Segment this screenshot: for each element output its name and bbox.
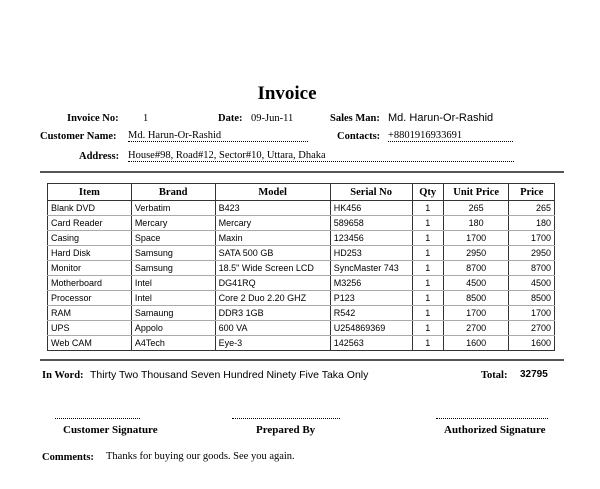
cell-model: 18.5" Wide Screen LCD [215, 261, 330, 276]
cell-item: Casing [48, 231, 132, 246]
contacts-value: +8801916933691 [388, 130, 513, 142]
cell-qty: 1 [412, 306, 443, 321]
cell-model: DG41RQ [215, 276, 330, 291]
cell-price: 8700 [509, 261, 555, 276]
column-header-qty: Qty [412, 184, 443, 201]
sales-man-value: Md. Harun-Or-Rashid [388, 112, 494, 124]
table-row [48, 321, 555, 336]
cell-model: Eye-3 [215, 336, 330, 351]
cell-unit-price: 8500 [443, 291, 509, 306]
cell-serial-no: 142563 [330, 336, 412, 351]
cell-qty: 1 [412, 216, 443, 231]
invoice-no-label: Invoice No: [67, 113, 119, 124]
cell-brand: Intel [131, 291, 215, 306]
comments-label: Comments: [42, 452, 94, 463]
cell-unit-price: 1700 [443, 231, 509, 246]
cell-qty: 1 [412, 231, 443, 246]
cell-unit-price: 1700 [443, 306, 509, 321]
cell-item: Hard Disk [48, 246, 132, 261]
cell-serial-no: HD253 [330, 246, 412, 261]
date-label: Date: [218, 113, 243, 124]
cell-unit-price: 180 [443, 216, 509, 231]
cell-unit-price: 4500 [443, 276, 509, 291]
cell-model: SATA 500 GB [215, 246, 330, 261]
cell-unit-price: 1600 [443, 336, 509, 351]
cell-qty: 1 [412, 246, 443, 261]
cell-qty: 1 [412, 261, 443, 276]
cell-brand: A4Tech [131, 336, 215, 351]
cell-serial-no: SyncMaster 743 [330, 261, 412, 276]
prepared-by-line [232, 418, 340, 419]
cell-brand: Samaung [131, 306, 215, 321]
cell-price: 180 [509, 216, 555, 231]
column-header-model: Model [215, 184, 330, 201]
column-header-serial-no: Serial No [330, 184, 412, 201]
cell-model: Maxin [215, 231, 330, 246]
in-word-value: Thirty Two Thousand Seven Hundred Ninety Five Taka Only [90, 369, 369, 381]
invoice-title: Invoice [257, 83, 317, 104]
cell-item: Processor [48, 291, 132, 306]
contacts-label: Contacts: [337, 131, 381, 142]
cell-serial-no: U254869369 [330, 321, 412, 336]
cell-model: 600 VA [215, 321, 330, 336]
cell-price: 1600 [509, 336, 555, 351]
cell-brand: Appolo [131, 321, 215, 336]
table-row [48, 291, 555, 306]
cell-serial-no: P123 [330, 291, 412, 306]
cell-brand: Samsung [131, 261, 215, 276]
cell-model: B423 [215, 201, 330, 216]
cell-serial-no: R542 [330, 306, 412, 321]
cell-price: 265 [509, 201, 555, 216]
header-divider [40, 171, 564, 173]
cell-price: 2950 [509, 246, 555, 261]
table-row [48, 216, 555, 231]
table-header-row [48, 184, 555, 201]
cell-brand: Space [131, 231, 215, 246]
cell-price: 8500 [509, 291, 555, 306]
cell-brand: Samsung [131, 246, 215, 261]
cell-model: Core 2 Duo 2.20 GHZ [215, 291, 330, 306]
cell-unit-price: 8700 [443, 261, 509, 276]
column-header-unit-price: Unit Price [443, 184, 509, 201]
table-row [48, 306, 555, 321]
cell-unit-price: 265 [443, 201, 509, 216]
cell-price: 1700 [509, 306, 555, 321]
table-row [48, 276, 555, 291]
cell-brand: Intel [131, 276, 215, 291]
cell-item: UPS [48, 321, 132, 336]
table-divider [40, 359, 564, 361]
total-value: 32795 [520, 369, 548, 380]
total-label: Total: [481, 370, 508, 381]
cell-qty: 1 [412, 291, 443, 306]
cell-price: 4500 [509, 276, 555, 291]
cell-qty: 1 [412, 201, 443, 216]
table-row [48, 246, 555, 261]
table-row [48, 336, 555, 351]
cell-qty: 1 [412, 336, 443, 351]
customer-signature-line [55, 418, 140, 419]
table-row [48, 231, 555, 246]
sales-man-label: Sales Man: [330, 113, 380, 124]
in-word-label: In Word: [42, 370, 84, 381]
authorized-signature-line [436, 418, 548, 419]
cell-price: 2700 [509, 321, 555, 336]
table-row [48, 201, 555, 216]
column-header-brand: Brand [131, 184, 215, 201]
cell-brand: Verbatim [131, 201, 215, 216]
date-value: 09-Jun-11 [251, 113, 294, 124]
customer-name-label: Customer Name: [40, 131, 117, 142]
cell-brand: Mercary [131, 216, 215, 231]
cell-item: Card Reader [48, 216, 132, 231]
comments-text: Thanks for buying our goods. See you again. [106, 451, 295, 462]
cell-item: Motherboard [48, 276, 132, 291]
table-row [48, 261, 555, 276]
cell-serial-no: M3256 [330, 276, 412, 291]
cell-serial-no: 589658 [330, 216, 412, 231]
prepared-by-label: Prepared By [256, 424, 316, 436]
authorized-signature-label: Authorized Signature [444, 424, 546, 436]
customer-name-value: Md. Harun-Or-Rashid [128, 130, 308, 142]
cell-model: DDR3 1GB [215, 306, 330, 321]
customer-signature-label: Customer Signature [63, 424, 158, 436]
address-label: Address: [79, 151, 120, 162]
cell-item: Monitor [48, 261, 132, 276]
cell-qty: 1 [412, 276, 443, 291]
cell-serial-no: 123456 [330, 231, 412, 246]
cell-model: Mercary [215, 216, 330, 231]
invoice-no-value: 1 [143, 113, 149, 124]
cell-item: RAM [48, 306, 132, 321]
cell-unit-price: 2950 [443, 246, 509, 261]
cell-unit-price: 2700 [443, 321, 509, 336]
address-value: House#98, Road#12, Sector#10, Uttara, Dhaka [128, 150, 514, 162]
cell-item: Blank DVD [48, 201, 132, 216]
cell-item: Web CAM [48, 336, 132, 351]
items-table [47, 183, 555, 351]
column-header-price: Price [509, 184, 555, 201]
cell-serial-no: HK456 [330, 201, 412, 216]
cell-price: 1700 [509, 231, 555, 246]
cell-qty: 1 [412, 321, 443, 336]
column-header-item: Item [48, 184, 132, 201]
